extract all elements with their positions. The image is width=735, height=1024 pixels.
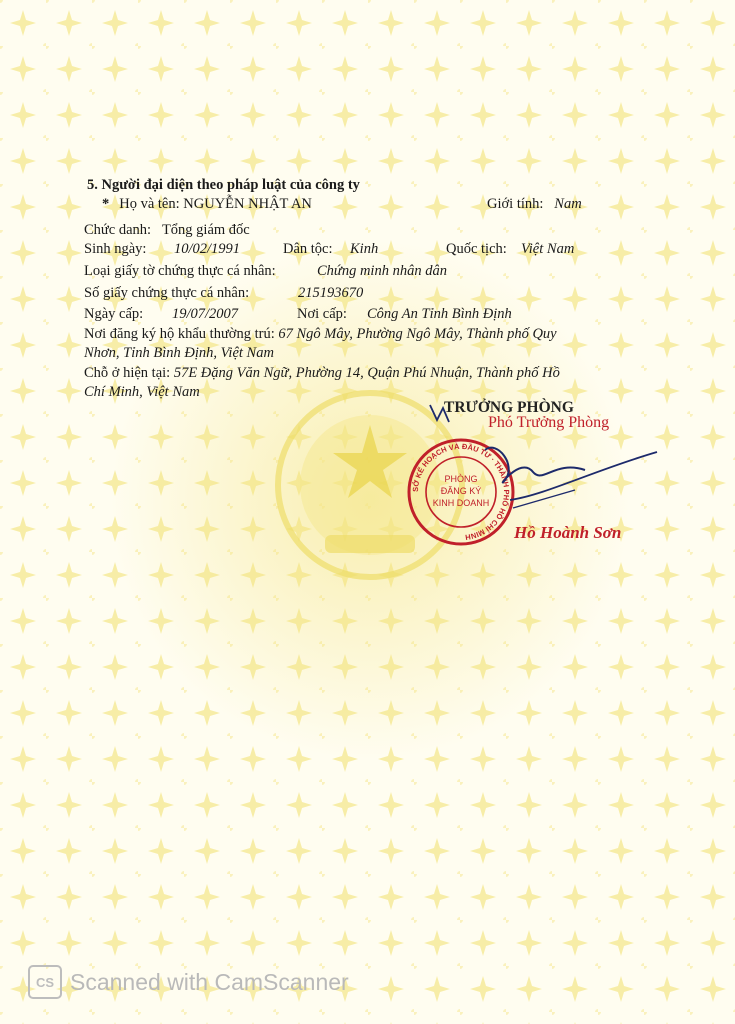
nationality-label: Quốc tịch: (446, 241, 507, 257)
issue-date-label: Ngày cấp: (84, 306, 144, 322)
residence-label: Nơi đăng ký hộ khẩu thường trú: (84, 326, 275, 342)
stamp-inner-line-1: PHÒNG (444, 474, 478, 484)
dob-label: Sinh ngày: (84, 241, 147, 257)
id-number-label: Số giấy chứng thực cá nhân: (84, 285, 250, 301)
gender-label: Giới tính: (487, 196, 544, 212)
stamp-inner-line-2: ĐĂNG KÝ (440, 486, 482, 496)
title-label: Chức danh: (84, 222, 152, 238)
gender-value: Nam (554, 196, 582, 212)
title-value: Tổng giám đốc (161, 222, 250, 238)
ethnicity-value: Kinh (350, 241, 379, 257)
id-number-value: 215193670 (298, 285, 364, 301)
id-type-value: Chứng minh nhân dân (317, 263, 447, 279)
dob-value: 10/02/1991 (174, 241, 241, 257)
camscanner-logo-icon: CS (28, 965, 62, 999)
stamp-ring-text: SỞ KẾ HOẠCH VÀ ĐẦU TƯ · THÀNH PHỐ HỒ CHÍ MINH (410, 441, 512, 542)
ethnicity-label: Dân tộc: (283, 241, 333, 257)
gender-row (487, 195, 582, 213)
issue-date-value: 19/07/2007 (172, 306, 239, 322)
representative-name-row (102, 195, 312, 213)
id-type-label: Loại giấy tờ chứng thực cá nhân: (84, 263, 276, 279)
camscanner-text: Scanned with CamScanner (70, 968, 349, 995)
nationality-value: Việt Nam (521, 241, 575, 257)
issue-place-value: Công An Tỉnh Bình Định (367, 306, 512, 322)
stamp-inner-line-3: KINH DOANH (432, 498, 490, 508)
title-row (84, 221, 250, 239)
name-value: NGUYỄN NHẬT AN (183, 196, 312, 212)
section-title: 5. Người đại diện theo pháp luật của công ty (87, 177, 360, 193)
camscanner-watermark (28, 965, 349, 999)
signatory-title: TRƯỞNG PHÒNG (444, 399, 574, 416)
handwritten-signature (425, 400, 665, 540)
bullet: * (102, 196, 110, 212)
signatory-subtitle: Phó Trưởng Phòng (488, 414, 610, 431)
issue-place-label: Nơi cấp: (297, 306, 347, 322)
residence-value-2: Nhơn, Tỉnh Bình Định, Việt Nam (84, 345, 274, 361)
residence-value-1: 67 Ngô Mây, Phường Ngô Mây, Thành phố Quy (278, 326, 557, 342)
current-address-line-1 (84, 364, 560, 382)
current-address-value-1: 57E Đặng Văn Ngữ, Phường 14, Quận Phú Nhuận, Thành phố Hồ (173, 365, 560, 381)
name-label: Họ và tên: (119, 196, 180, 212)
signer-name: Hồ Hoành Sơn (514, 523, 622, 542)
current-address-label: Chỗ ở hiện tại: (84, 365, 171, 381)
residence-line-1 (84, 325, 557, 343)
current-address-value-2: Chí Minh, Việt Nam (84, 384, 200, 400)
